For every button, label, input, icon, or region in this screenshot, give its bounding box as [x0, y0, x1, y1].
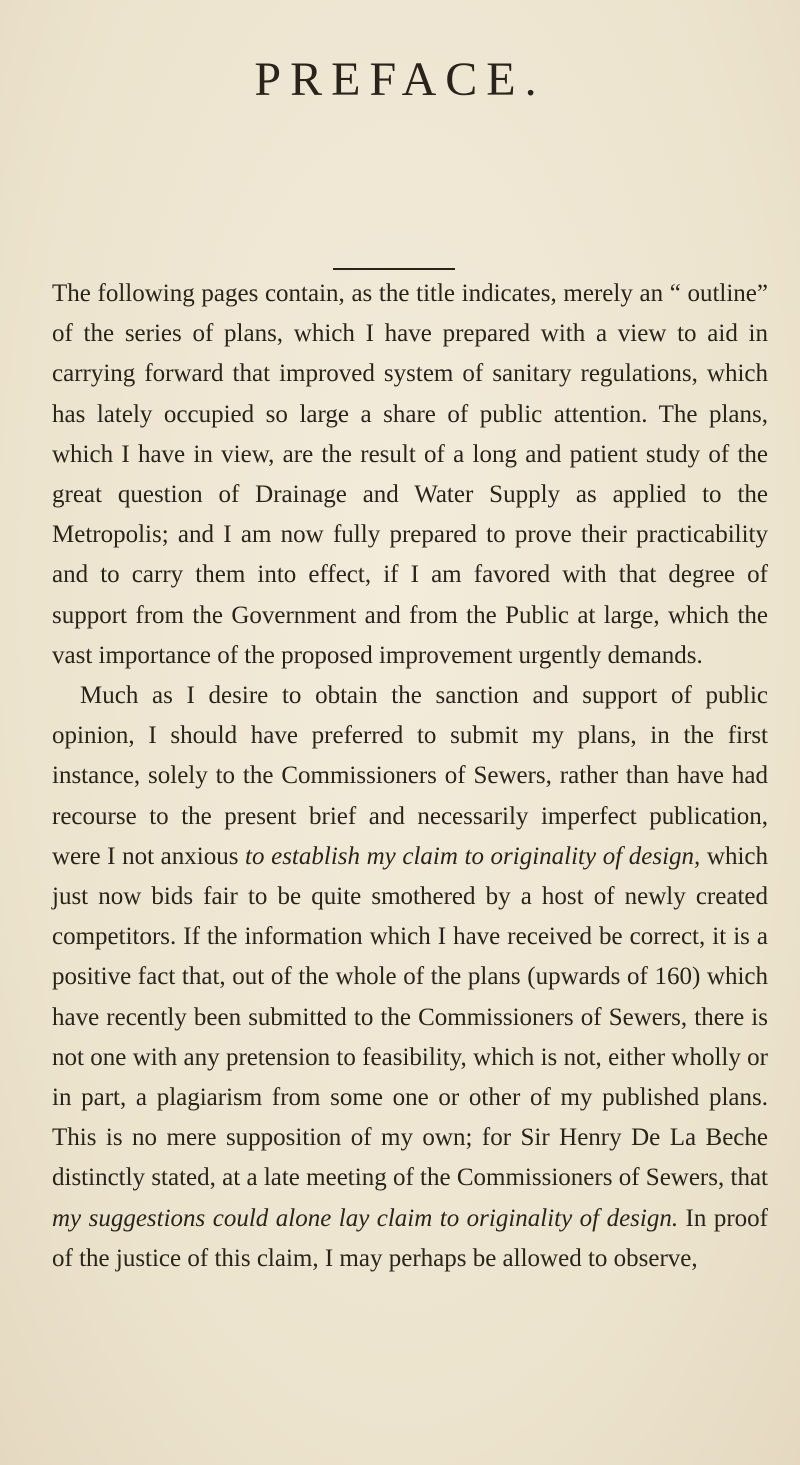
paragraph-text: Much as I desire to obtain the sanction and support of public opinion, I should have preferred to submit my plans, in the first instance, solely to the Commissioners of Sewers, rather than have had recourse to the present brief and necessarily imperfect publication, were I not anxious — [52, 682, 768, 870]
paragraph-2 — [52, 676, 768, 1279]
preface-body — [52, 274, 768, 1279]
paragraph-text: The following pages contain, as the title indicates, merely an “ outline” of the series of plans, which I have prepared with a view to aid in carrying forward that improved system of sanitary regulations, which has lately occupied so large a share of public attention. The plans, which I have in view, are the result of a long and patient study of the great question of Drainage and Water Supply as applied to the Metropolis; and I am now fully prepared to prove their practicability and to carry them into effect, if I am favored with that degree of support from the Government and from the Public at large, which the vast importance of the proposed improvement urgently demands. — [52, 280, 768, 669]
title-rule — [333, 268, 455, 270]
paragraph-text: which just now bids fair to be quite smothered by a host of newly created competitors. If the information which I have received be correct, it is a positive fact that, out of the whole of the plans (upwards of 160) which have recently been submitted to the Commissioners of Sewers, there is not one with any pretension to feasibility, which is not, either wholly or in part, a plagiarism from some one or other of my published plans. This is no mere supposition of my own; for Sir Henry De La Beche distinctly stated, at a late meeting of the Commissioners of Sewers, that — [52, 842, 768, 1192]
italic-emphasis: to establish my claim to originality of design, — [245, 842, 701, 870]
page-title: PREFACE. — [254, 53, 546, 106]
paragraph-text: In proof of the justice of this claim, I may perhaps be allowed to observe, — [52, 1204, 768, 1272]
italic-emphasis: my suggestions could alone lay claim to originality of design. — [52, 1204, 679, 1232]
paragraph-1 — [52, 274, 768, 676]
